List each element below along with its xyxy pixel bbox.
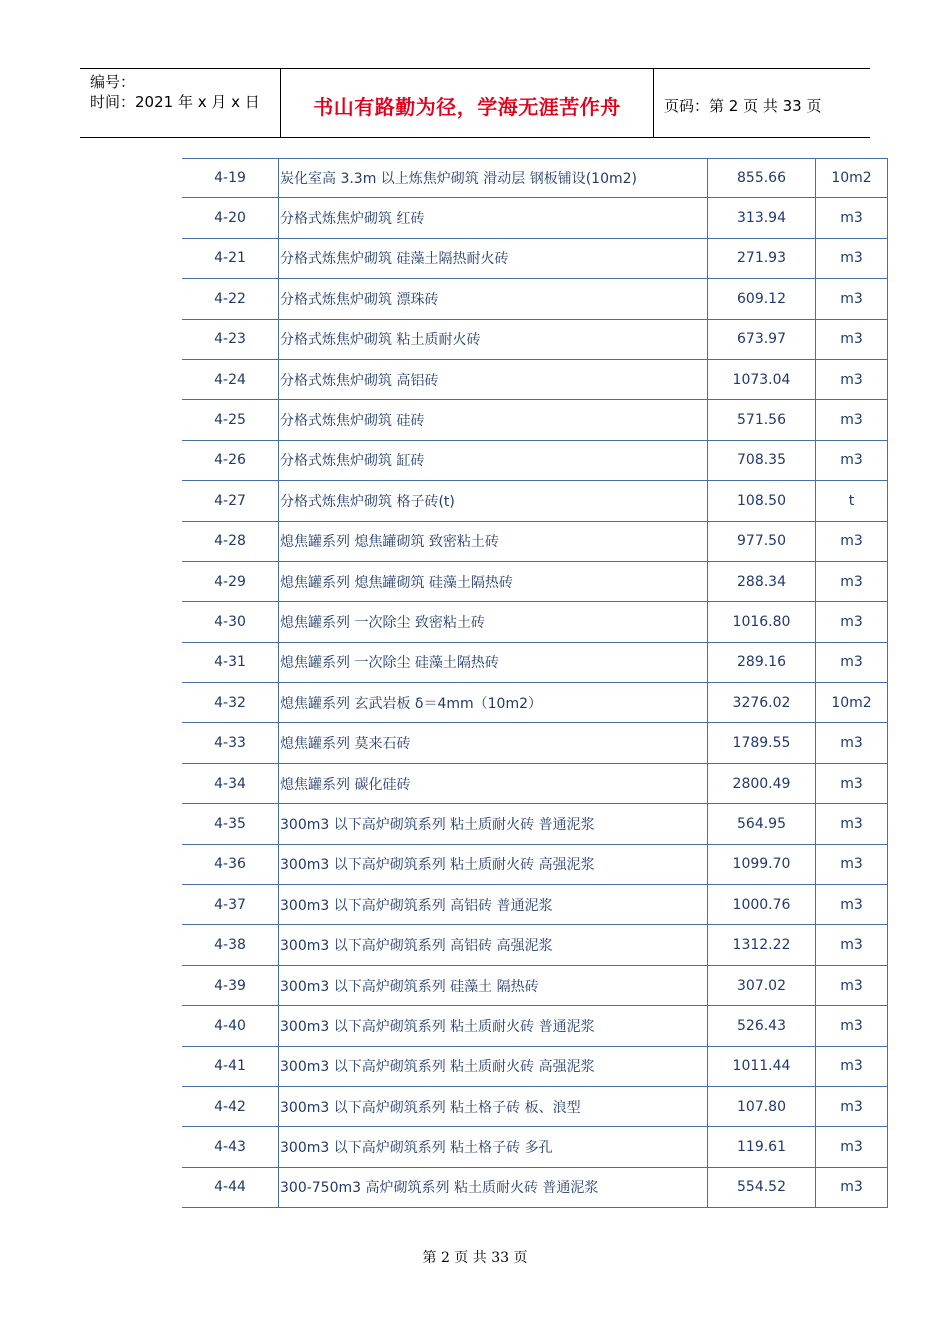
table-row (182, 925, 888, 965)
header-page-cell (654, 69, 870, 137)
row-description: 300m3 以下高炉砌筑系列 粘土质耐火砖 普通泥浆 (279, 1006, 708, 1045)
row-code: 4-26 (182, 441, 279, 480)
row-unit: m3 (816, 320, 888, 359)
table-row (182, 1087, 888, 1127)
table-row (182, 400, 888, 440)
table-row (182, 522, 888, 562)
row-description: 分格式炼焦炉砌筑 缸砖 (279, 441, 708, 480)
table-row (182, 683, 888, 723)
document-number-label: 编号： (90, 73, 136, 91)
row-price: 1312.22 (708, 925, 816, 964)
row-code: 4-37 (182, 885, 279, 924)
table-row (182, 481, 888, 521)
row-price: 289.16 (708, 643, 816, 682)
row-unit: m3 (816, 239, 888, 278)
row-unit: m3 (816, 279, 888, 318)
row-code: 4-41 (182, 1047, 279, 1086)
row-unit: m3 (816, 1006, 888, 1045)
row-description: 熄焦罐系列 碳化硅砖 (279, 764, 708, 803)
row-description: 分格式炼焦炉砌筑 硅砖 (279, 400, 708, 439)
row-description: 300m3 以下高炉砌筑系列 硅藻土 隔热砖 (279, 966, 708, 1005)
row-unit: 10m2 (816, 159, 888, 197)
row-unit: 10m2 (816, 683, 888, 722)
table-row (182, 885, 888, 925)
row-code: 4-44 (182, 1168, 279, 1207)
row-price: 855.66 (708, 159, 816, 197)
row-description: 熄焦罐系列 熄焦罐砌筑 硅藻土隔热砖 (279, 562, 708, 601)
row-description: 分格式炼焦炉砌筑 粘土质耐火砖 (279, 320, 708, 359)
row-description: 300m3 以下高炉砌筑系列 高铝砖 普通泥浆 (279, 885, 708, 924)
row-unit: m3 (816, 723, 888, 762)
row-unit: m3 (816, 885, 888, 924)
row-price: 554.52 (708, 1168, 816, 1207)
row-code: 4-34 (182, 764, 279, 803)
row-code: 4-22 (182, 279, 279, 318)
row-description: 炭化室高 3.3m 以上炼焦炉砌筑 滑动层 钢板铺设(10m2) (279, 159, 708, 197)
row-price: 708.35 (708, 441, 816, 480)
row-unit: m3 (816, 1168, 888, 1207)
row-code: 4-40 (182, 1006, 279, 1045)
row-price: 2800.49 (708, 764, 816, 803)
row-code: 4-35 (182, 804, 279, 843)
row-unit: m3 (816, 845, 888, 884)
row-code: 4-36 (182, 845, 279, 884)
row-code: 4-21 (182, 239, 279, 278)
row-description: 熄焦罐系列 一次除尘 致密粘土砖 (279, 602, 708, 641)
table-row (182, 562, 888, 602)
row-price: 3276.02 (708, 683, 816, 722)
row-unit: m3 (816, 198, 888, 237)
row-unit: m3 (816, 441, 888, 480)
row-price: 107.80 (708, 1087, 816, 1126)
row-description: 300m3 以下高炉砌筑系列 粘土质耐火砖 高强泥浆 (279, 845, 708, 884)
row-code: 4-20 (182, 198, 279, 237)
row-price: 108.50 (708, 481, 816, 520)
row-code: 4-27 (182, 481, 279, 520)
price-table (182, 158, 888, 1208)
row-price: 313.94 (708, 198, 816, 237)
row-code: 4-25 (182, 400, 279, 439)
row-code: 4-31 (182, 643, 279, 682)
row-unit: t (816, 481, 888, 520)
table-row (182, 1127, 888, 1167)
table-row (182, 441, 888, 481)
row-unit: m3 (816, 1127, 888, 1166)
row-description: 熄焦罐系列 熄焦罐砌筑 致密粘土砖 (279, 522, 708, 561)
table-row (182, 198, 888, 238)
header-meta (80, 69, 281, 137)
row-code: 4-30 (182, 602, 279, 641)
table-row (182, 804, 888, 844)
row-price: 307.02 (708, 966, 816, 1005)
table-row (182, 643, 888, 683)
row-unit: m3 (816, 966, 888, 1005)
row-description: 300m3 以下高炉砌筑系列 粘土格子砖 多孔 (279, 1127, 708, 1166)
row-code: 4-39 (182, 966, 279, 1005)
row-price: 288.34 (708, 562, 816, 601)
row-description: 分格式炼焦炉砌筑 漂珠砖 (279, 279, 708, 318)
row-code: 4-38 (182, 925, 279, 964)
row-price: 119.61 (708, 1127, 816, 1166)
row-unit: m3 (816, 1087, 888, 1126)
table-row (182, 239, 888, 279)
row-code: 4-32 (182, 683, 279, 722)
table-row (182, 1006, 888, 1046)
page-info: 页码：第 2 页 共 33 页 (664, 96, 822, 115)
page-header (80, 68, 870, 138)
table-row (182, 158, 888, 198)
row-price: 1099.70 (708, 845, 816, 884)
row-code: 4-19 (182, 159, 279, 197)
row-unit: m3 (816, 602, 888, 641)
row-unit: m3 (816, 804, 888, 843)
row-price: 977.50 (708, 522, 816, 561)
table-row (182, 279, 888, 319)
table-row (182, 1047, 888, 1087)
row-code: 4-24 (182, 360, 279, 399)
row-unit: m3 (816, 764, 888, 803)
row-description: 300m3 以下高炉砌筑系列 粘土质耐火砖 高强泥浆 (279, 1047, 708, 1086)
row-price: 564.95 (708, 804, 816, 843)
row-unit: m3 (816, 400, 888, 439)
row-price: 609.12 (708, 279, 816, 318)
page-footer: 第 2 页 共 33 页 (422, 1250, 528, 1266)
row-description: 熄焦罐系列 玄武岩板 δ＝4mm（10m2） (279, 683, 708, 722)
row-description: 分格式炼焦炉砌筑 红砖 (279, 198, 708, 237)
row-price: 673.97 (708, 320, 816, 359)
row-unit: m3 (816, 562, 888, 601)
row-description: 300m3 以下高炉砌筑系列 粘土质耐火砖 普通泥浆 (279, 804, 708, 843)
row-unit: m3 (816, 522, 888, 561)
row-unit: m3 (816, 1047, 888, 1086)
table-row (182, 966, 888, 1006)
row-description: 分格式炼焦炉砌筑 格子砖(t) (279, 481, 708, 520)
row-code: 4-43 (182, 1127, 279, 1166)
document-time-label: 时间：2021 年 x 月 x 日 (90, 93, 260, 111)
row-price: 1016.80 (708, 602, 816, 641)
row-code: 4-23 (182, 320, 279, 359)
row-price: 571.56 (708, 400, 816, 439)
row-description: 熄焦罐系列 莫来石砖 (279, 723, 708, 762)
row-description: 熄焦罐系列 一次除尘 硅藻土隔热砖 (279, 643, 708, 682)
motto-text: 书山有路勤为径，学海无涯苦作舟 (313, 94, 621, 119)
row-code: 4-28 (182, 522, 279, 561)
row-price: 271.93 (708, 239, 816, 278)
table-row (182, 764, 888, 804)
table-row (182, 320, 888, 360)
row-unit: m3 (816, 925, 888, 964)
row-description: 300m3 以下高炉砌筑系列 高铝砖 高强泥浆 (279, 925, 708, 964)
row-price: 1789.55 (708, 723, 816, 762)
row-price: 1073.04 (708, 360, 816, 399)
row-code: 4-33 (182, 723, 279, 762)
table-row (182, 723, 888, 763)
row-description: 分格式炼焦炉砌筑 硅藻土隔热耐火砖 (279, 239, 708, 278)
row-description: 300-750m3 高炉砌筑系列 粘土质耐火砖 普通泥浆 (279, 1168, 708, 1207)
row-price: 1000.76 (708, 885, 816, 924)
row-unit: m3 (816, 643, 888, 682)
table-row (182, 845, 888, 885)
table-row (182, 360, 888, 400)
row-description: 300m3 以下高炉砌筑系列 粘土格子砖 板、浪型 (279, 1087, 708, 1126)
row-code: 4-42 (182, 1087, 279, 1126)
row-price: 526.43 (708, 1006, 816, 1045)
header-motto-cell (281, 69, 654, 137)
row-code: 4-29 (182, 562, 279, 601)
row-price: 1011.44 (708, 1047, 816, 1086)
table-row (182, 602, 888, 642)
table-row (182, 1168, 888, 1208)
row-description: 分格式炼焦炉砌筑 高铝砖 (279, 360, 708, 399)
row-unit: m3 (816, 360, 888, 399)
